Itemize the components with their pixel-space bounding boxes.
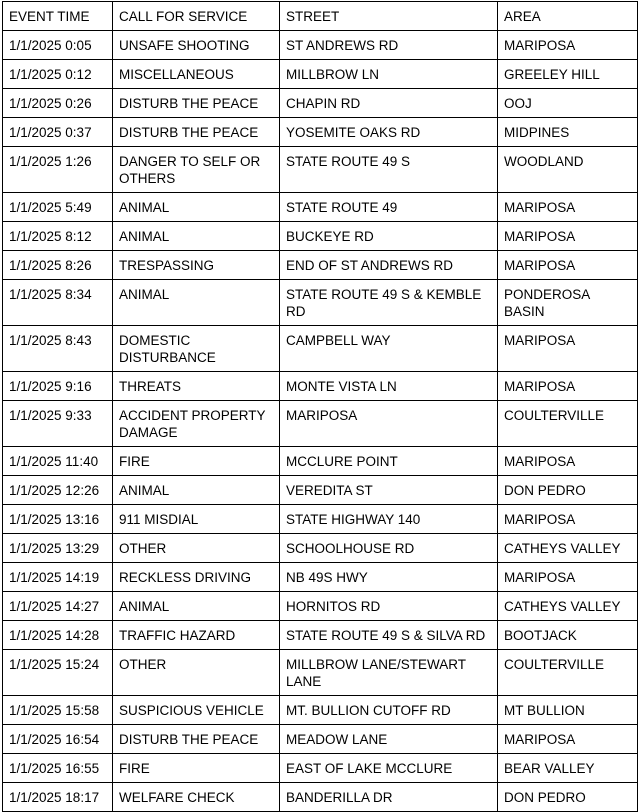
table-row (3, 193, 638, 222)
table-row (3, 696, 638, 725)
cell-area: MARIPOSA (498, 31, 638, 60)
table-row (3, 222, 638, 251)
table-row (3, 147, 638, 193)
cell-event-time: 1/1/2025 5:49 (3, 193, 113, 222)
cell-call-for-service: ANIMAL (113, 280, 280, 326)
cell-event-time: 1/1/2025 9:16 (3, 372, 113, 401)
cell-area: WOODLAND (498, 147, 638, 193)
header-street: STREET (280, 2, 498, 31)
cell-street: STATE ROUTE 49 S (280, 147, 498, 193)
cell-call-for-service: RECKLESS DRIVING (113, 563, 280, 592)
cell-street: CHAPIN RD (280, 89, 498, 118)
cell-call-for-service: MISCELLANEOUS (113, 60, 280, 89)
cell-street: YOSEMITE OAKS RD (280, 118, 498, 147)
header-area: AREA (498, 2, 638, 31)
cell-event-time: 1/1/2025 15:58 (3, 696, 113, 725)
cell-call-for-service: TRAFFIC HAZARD (113, 621, 280, 650)
cell-street: EAST OF LAKE MCCLURE (280, 754, 498, 783)
cell-call-for-service: 911 MISDIAL (113, 505, 280, 534)
cell-area: MARIPOSA (498, 447, 638, 476)
cell-event-time: 1/1/2025 14:27 (3, 592, 113, 621)
cell-area: MARIPOSA (498, 222, 638, 251)
cell-area: PONDEROSA BASIN (498, 280, 638, 326)
cell-street: MILLBROW LANE/STEWART LANE (280, 650, 498, 696)
cell-event-time: 1/1/2025 8:43 (3, 326, 113, 372)
header-call-for-service: CALL FOR SERVICE (113, 2, 280, 31)
table-row (3, 60, 638, 89)
cell-area: MARIPOSA (498, 251, 638, 280)
table-body (3, 31, 638, 812)
cell-street: CAMPBELL WAY (280, 326, 498, 372)
cell-street: ST ANDREWS RD (280, 31, 498, 60)
cell-street: HORNITOS RD (280, 592, 498, 621)
table-row (3, 534, 638, 563)
cell-street: STATE ROUTE 49 S & SILVA RD (280, 621, 498, 650)
cell-area: GREELEY HILL (498, 60, 638, 89)
call-log-table (2, 1, 638, 812)
cell-area: BOOTJACK (498, 621, 638, 650)
cell-event-time: 1/1/2025 16:55 (3, 754, 113, 783)
cell-call-for-service: OTHER (113, 534, 280, 563)
cell-call-for-service: ACCIDENT PROPERTY DAMAGE (113, 401, 280, 447)
cell-area: MIDPINES (498, 118, 638, 147)
cell-event-time: 1/1/2025 16:54 (3, 725, 113, 754)
header-row (3, 2, 638, 31)
cell-area: COULTERVILLE (498, 401, 638, 447)
cell-area: MT BULLION (498, 696, 638, 725)
cell-street: STATE ROUTE 49 (280, 193, 498, 222)
table-row (3, 251, 638, 280)
cell-event-time: 1/1/2025 8:26 (3, 251, 113, 280)
table-row (3, 725, 638, 754)
cell-call-for-service: FIRE (113, 447, 280, 476)
cell-street: SCHOOLHOUSE RD (280, 534, 498, 563)
cell-call-for-service: ANIMAL (113, 592, 280, 621)
cell-area: CATHEYS VALLEY (498, 592, 638, 621)
cell-event-time: 1/1/2025 8:34 (3, 280, 113, 326)
cell-call-for-service: ANIMAL (113, 476, 280, 505)
cell-call-for-service: ANIMAL (113, 193, 280, 222)
cell-event-time: 1/1/2025 0:05 (3, 31, 113, 60)
cell-street: MT. BULLION CUTOFF RD (280, 696, 498, 725)
cell-area: MARIPOSA (498, 326, 638, 372)
cell-area: COULTERVILLE (498, 650, 638, 696)
cell-call-for-service: ANIMAL (113, 222, 280, 251)
cell-area: MARIPOSA (498, 372, 638, 401)
cell-event-time: 1/1/2025 11:40 (3, 447, 113, 476)
cell-event-time: 1/1/2025 0:12 (3, 60, 113, 89)
table-row (3, 326, 638, 372)
cell-event-time: 1/1/2025 0:37 (3, 118, 113, 147)
table-row (3, 280, 638, 326)
table-row (3, 401, 638, 447)
cell-event-time: 1/1/2025 12:26 (3, 476, 113, 505)
cell-street: BANDERILLA DR (280, 783, 498, 812)
cell-area: BEAR VALLEY (498, 754, 638, 783)
cell-street: MEADOW LANE (280, 725, 498, 754)
table-row (3, 754, 638, 783)
cell-event-time: 1/1/2025 18:17 (3, 783, 113, 812)
cell-event-time: 1/1/2025 13:29 (3, 534, 113, 563)
table-row (3, 31, 638, 60)
cell-call-for-service: DOMESTIC DISTURBANCE (113, 326, 280, 372)
cell-street: STATE ROUTE 49 S & KEMBLE RD (280, 280, 498, 326)
cell-call-for-service: FIRE (113, 754, 280, 783)
cell-area: MARIPOSA (498, 193, 638, 222)
cell-area: DON PEDRO (498, 783, 638, 812)
cell-street: STATE HIGHWAY 140 (280, 505, 498, 534)
table-row (3, 447, 638, 476)
cell-street: END OF ST ANDREWS RD (280, 251, 498, 280)
cell-area: MARIPOSA (498, 563, 638, 592)
cell-area: OOJ (498, 89, 638, 118)
cell-event-time: 1/1/2025 8:12 (3, 222, 113, 251)
cell-call-for-service: DISTURB THE PEACE (113, 118, 280, 147)
cell-call-for-service: OTHER (113, 650, 280, 696)
cell-street: MILLBROW LN (280, 60, 498, 89)
cell-call-for-service: TRESPASSING (113, 251, 280, 280)
table-row (3, 118, 638, 147)
cell-street: VEREDITA ST (280, 476, 498, 505)
table-row (3, 783, 638, 812)
cell-street: MCCLURE POINT (280, 447, 498, 476)
cell-area: CATHEYS VALLEY (498, 534, 638, 563)
cell-event-time: 1/1/2025 14:19 (3, 563, 113, 592)
cell-event-time: 1/1/2025 13:16 (3, 505, 113, 534)
cell-call-for-service: DANGER TO SELF OR OTHERS (113, 147, 280, 193)
cell-area: MARIPOSA (498, 505, 638, 534)
cell-event-time: 1/1/2025 15:24 (3, 650, 113, 696)
cell-area: MARIPOSA (498, 725, 638, 754)
cell-event-time: 1/1/2025 14:28 (3, 621, 113, 650)
cell-area: DON PEDRO (498, 476, 638, 505)
table-row (3, 505, 638, 534)
table-row (3, 372, 638, 401)
cell-call-for-service: WELFARE CHECK (113, 783, 280, 812)
cell-event-time: 1/1/2025 0:26 (3, 89, 113, 118)
table-row (3, 621, 638, 650)
cell-call-for-service: SUSPICIOUS VEHICLE (113, 696, 280, 725)
cell-street: BUCKEYE RD (280, 222, 498, 251)
table-row (3, 476, 638, 505)
table-row (3, 592, 638, 621)
cell-street: NB 49S HWY (280, 563, 498, 592)
table-row (3, 89, 638, 118)
cell-call-for-service: DISTURB THE PEACE (113, 89, 280, 118)
cell-event-time: 1/1/2025 1:26 (3, 147, 113, 193)
cell-event-time: 1/1/2025 9:33 (3, 401, 113, 447)
cell-call-for-service: UNSAFE SHOOTING (113, 31, 280, 60)
table-row (3, 650, 638, 696)
cell-street: MONTE VISTA LN (280, 372, 498, 401)
cell-call-for-service: DISTURB THE PEACE (113, 725, 280, 754)
table-row (3, 563, 638, 592)
cell-call-for-service: THREATS (113, 372, 280, 401)
header-event-time: EVENT TIME (3, 2, 113, 31)
cell-street: MARIPOSA (280, 401, 498, 447)
